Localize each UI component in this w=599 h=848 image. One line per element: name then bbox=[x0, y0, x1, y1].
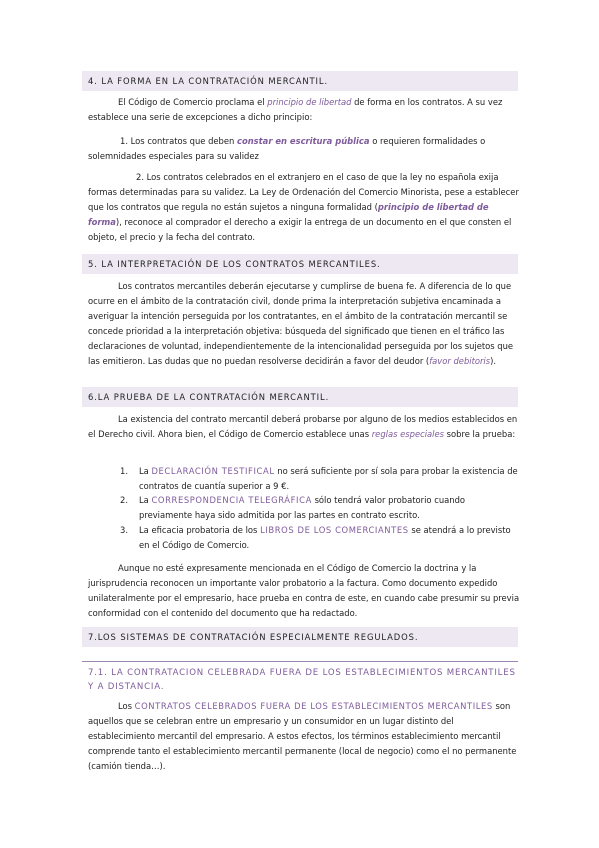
subsection-rule bbox=[82, 661, 518, 662]
paragraph-6-1: La existencia del contrato mercantil deberá probarse por alguno de los medios establecidos en el Derecho civil. Ahora bien, el Código de Comercio establece unas reglas especiales sobre la prueba: bbox=[88, 414, 518, 439]
section-heading-6: 6.LA PRUEBA DE LA CONTRATACIÓN MERCANTIL. bbox=[82, 387, 518, 407]
paragraph-4-1: El Código de Comercio proclama el principio de libertad de forma en los contratos. A su vez establece una serie de excepciones a dicho principio: bbox=[88, 97, 503, 122]
paragraph-4-2: 1. Los contratos que deben constar en escritura pública o requieren formalidades o solemnidades especiales para su validez bbox=[88, 136, 486, 161]
paragraph-6-2: Aunque no esté expresamente mencionada en el Código de Comercio la doctrina y la jurisprudencia reconocen un importante valor probatorio a la factura. Como documento expedido unilateralmente por el empresario, hace prueba en contra de este, en cuando cabe presumir su previa conformidad con el contenido del documento que ha redactado. bbox=[88, 563, 520, 618]
term-escritura-publica: constar en escritura pública bbox=[237, 136, 370, 146]
list-item: 1. La DECLARACIÓN TESTIFICAL no será suficiente por sí sola para probar la existencia de contratos de cuantía superior a 9 €. bbox=[120, 466, 518, 491]
term-favor-debitoris: favor debitoris bbox=[429, 356, 491, 366]
list-item: 2. La CORRESPONDENCIA TELEGRÁFICA sólo tendrá valor probatorio cuando previamente haya sido admitida por las partes en contrato escrito. bbox=[120, 495, 466, 520]
term-libros-comerciantes: LIBROS DE LOS COMERCIANTES bbox=[260, 525, 409, 535]
term-declaracion-testifical: DECLARACIÓN TESTIFICAL bbox=[151, 466, 275, 476]
term-correspondencia-telegrafica: CORRESPONDENCIA TELEGRÁFICA bbox=[151, 495, 312, 505]
term-reglas-especiales: reglas especiales bbox=[371, 429, 445, 439]
section-heading-5: 5. LA INTERPRETACIÓN DE LOS CONTRATOS MERCANTILES. bbox=[82, 254, 518, 274]
section-heading-7: 7.LOS SISTEMAS DE CONTRATACIÓN ESPECIALMENTE REGULADOS. bbox=[82, 627, 518, 647]
term-principio-libertad: principio de libertad bbox=[267, 97, 352, 107]
paragraph-7-1: Los CONTRATOS CELEBRADOS FUERA DE LOS ESTABLECIMIENTOS MERCANTILES son aquellos que se celebran entre un empresario y un consumidor en un lugar distinto del establecimiento mercantil del empresario. A estos efectos, los términos establecimiento mercantil comprende tanto el establecimiento mercantil permanente (local de negocio) como el no permanente (camión tienda…). bbox=[88, 701, 517, 771]
list-item: 3. La eficacia probatoria de los LIBROS DE LOS COMERCIANTES se atendrá a lo previsto en el Código de Comercio. bbox=[120, 525, 511, 550]
paragraph-5-1: Los contratos mercantiles deberán ejecutarse y cumplirse de buena fe. A diferencia de lo que ocurre en el ámbito de la contratación civil, donde prima la interpretación subjetiva encaminada a averiguar la intención perseguida por los contratantes, en el ámbito de la contratación mercantil se concede prioridad a la interpretación objetiva: búsqueda del significado que tienen en el tráfico las declaraciones de voluntad, independientemente de la intencionalidad perseguida por los sujetos que las emitieron. Las dudas que no puedan resolverse decidirán a favor del deudor (favor debitoris). bbox=[88, 281, 514, 366]
section-heading-4: 4. LA FORMA EN LA CONTRATACIÓN MERCANTIL. bbox=[82, 71, 518, 91]
subsection-heading-7-1: 7.1. LA CONTRATACION CELEBRADA FUERA DE LOS ESTABLECIMIENTOS MERCANTILES Y A DISTANCIA. bbox=[88, 668, 516, 692]
paragraph-4-3: 2. Los contratos celebrados en el extranjero en el caso de que la ley no española exija formas determinadas para su validez. La Ley de Ordenación del Comercio Minorista, pese a establecer que los contratos que regula no están sujetos a ninguna formalidad (principio de libertad de forma), reconoce al comprador el derecho a exigir la entrega de un documento en el que consten el objeto, el precio y la fecha del contrato. bbox=[88, 172, 519, 242]
term-contratos-fuera-establecimientos: CONTRATOS CELEBRADOS FUERA DE LOS ESTABLECIMIENTOS MERCANTILES bbox=[134, 701, 493, 711]
term-libertad-forma: principio de libertad de forma bbox=[88, 202, 489, 227]
